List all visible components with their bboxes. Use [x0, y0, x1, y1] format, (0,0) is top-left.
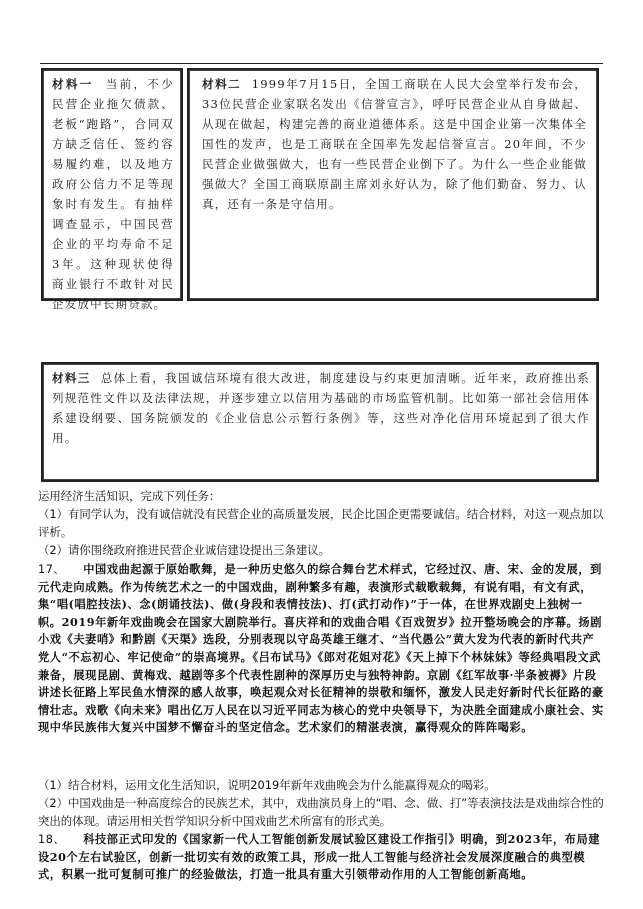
material-one-text: 材料一 当前，不少民营企业拖欠债款、老板“跑路”，合同双方缺乏信任、签约容易履约难，以及地方政府公信力不足等现象时有发生。有抽样调查显示，中国民营企业的平均寿命不足3年。这种现状使得商业银行不敢针对民企发放中长期贷款。	[52, 77, 175, 311]
q17-number: 17、	[38, 563, 66, 576]
material-one-heading: 材料一	[52, 77, 94, 91]
header-rule	[40, 63, 603, 64]
q18-text	[38, 831, 604, 884]
material-two-text: 材料二 1999年7月15日，全国工商联在人民大会堂举行发布会，33位民营企业家联名发出《信誉宣言》，呼吁民营企业从自身做起、从现在做起，构建完善的商业道德体系。这是中国企业第一次集体全国性的发声，也是工商联在全国率先发起信誉宣言。20年间，不少民营企业做强做大，也有一些民营企业倒下了。为什么一些企业能做强做大？全国工商联原副主席刘永好认为，除了他们勤奋、努力、认真，还有一条是守信用。	[202, 77, 587, 211]
material-three-text: 材料三 总体上看，我国诚信环境有很大改进，制度建设与约束更加清晰。近年来，政府推出系列规范性文件以及法律法规，并逐步建立以信用为基础的市场监管机制。比如第一部社会信用体系建设纲要、国务院颁发的《企业信息公示暂行条例》等，这些对净化信用环境起到了很大作用。	[52, 371, 590, 445]
q18-body: 科技部正式印发的《国家新一代人工智能创新发展试验区建设工作指引》明确，到2023年，布局建设20个左右试验区，创新一批切实有效的政策工具，形成一批人工智能与经济社会发展深度融合的典型模式，积累一批可复制可推广的经验做法，打造一批具有重大引领带动作用的人工智能创新高地。	[38, 832, 601, 882]
q16-task-1: （1）有同学认为，没有诚信就没有民营企业的高质量发展，民企比国企更需要诚信。结合材料，对这一观点加以评析。	[38, 507, 604, 539]
q17-text	[38, 561, 604, 737]
q16-task-2: （2）请你围绕政府推进民营企业诚信建设提出三条建议。	[38, 543, 331, 557]
material-two-box	[187, 68, 599, 301]
material-three-heading: 材料三	[52, 371, 91, 385]
material-three-box	[41, 362, 599, 482]
q17-body: 中国戏曲起源于原始歌舞，是一种历史悠久的综合舞台艺术样式，它经过汉、唐、宋、金的发展，到元代走向成熟。作为传统艺术之一的中国戏曲，剧种繁多有趣，表演形式载歌载舞，有说有唱，有文有武，集“唱(唱腔技法)、念(朗诵技法)、做(身段和表情技法)、打(武打动作)”于一体，在世界戏剧史上独树一帜。2019年新年戏曲晚会在国家大剧院举行。喜庆祥和的戏曲合唱《百戏贺岁》拉开整场晚会的序幕。扬剧小戏《夫妻哨》和黔剧《天渠》选段，分别表现以守岛英雄王继才、“当代愚公”黄大发为代表的新时代共产党人“不忘初心、牢记使命”的崇高境界。《吕布试马》《郎对花姐对花》《天上掉下个林妹妹》等经典唱段文武兼备，展现昆剧、黄梅戏、越剧等多个代表性剧种的深厚历史与独特神韵。京剧《红军故事·半条被褥》片段讲述长征路上军民鱼水情深的感人故事，唤起观众对长征精神的崇敬和缅怀，激发人民走好新时代长征路的豪情壮志。戏歌《向未来》唱出亿万人民在以习近平同志为核心的党中央领导下，为决胜全面建成小康社会、实现中华民族伟大复兴中国梦不懈奋斗的坚定信念。艺术家们的精湛表演，赢得观众的阵阵喝彩。	[38, 562, 604, 735]
material-one-box	[41, 68, 183, 311]
q18-number: 18、	[38, 833, 66, 846]
material-two-heading: 材料二	[202, 77, 242, 91]
q16-intro: 运用经济生活知识，完成下列任务：	[38, 489, 221, 503]
q17-task-2: （2）中国戏曲是一种高度综合的民族艺术，其中，戏曲演员身上的“唱、念、做、打”等表演技法是戏曲综合性的突出的体现。请运用相关哲学知识分析中国戏曲艺术所富有的形式美。	[38, 796, 604, 828]
q17-task-1: （1）结合材料，运用文化生活知识，说明2019年新年戏曲晚会为什么能赢得观众的喝彩。	[38, 778, 496, 792]
